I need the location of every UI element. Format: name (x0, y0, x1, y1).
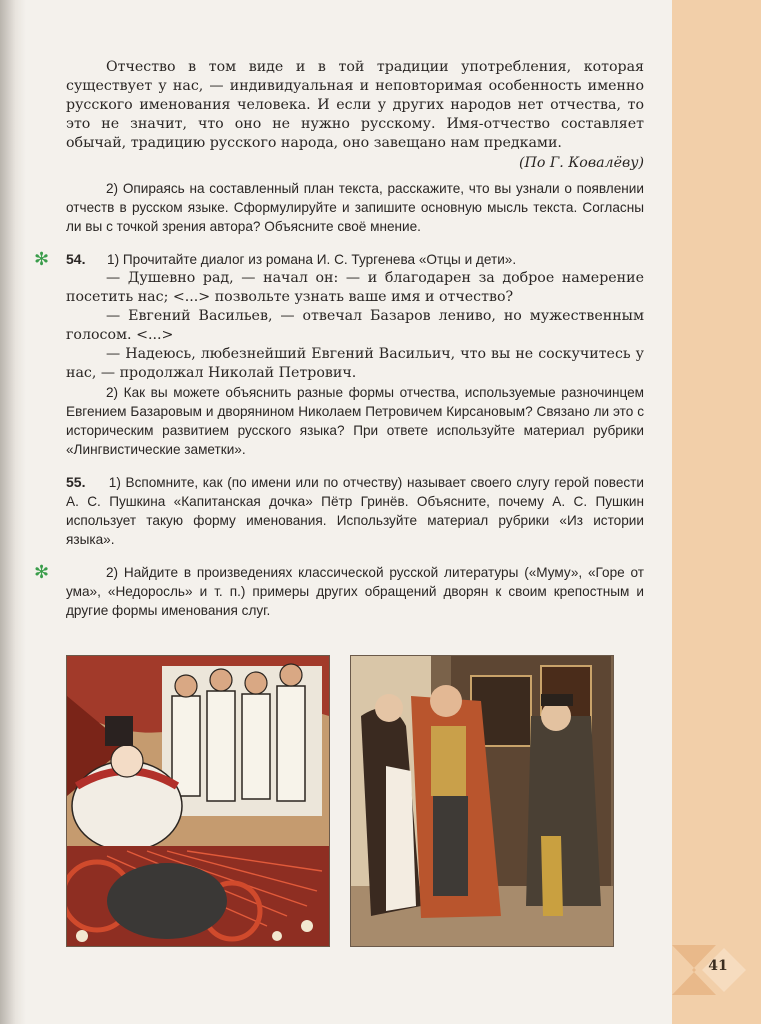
dialog-line: — Евгений Васильев, — отвечал Базаров лениво, но мужественным голосом. <...> (66, 308, 644, 343)
illustration-right (350, 655, 614, 947)
task-text-top: 2) Опираясь на составленный план текста, расскажите, что вы узнали о появлении отчеств в русском языке. Сформулируйте и запишите основную мысль текста. Согласны ли вы с точкой зрения автора? Объясните своё мнение. (66, 181, 644, 234)
exercise-task: 2) Найдите в произведениях классической русской литературы («Муму», «Горе от ума», «Недоросль» и т. п.) примеры других обращений дворян к своим крепостным и другие формы именования слуг. (66, 565, 644, 618)
exercise-task: 1) Прочитайте диалог из романа И. С. Тургенева «Отцы и дети». (107, 252, 517, 267)
illustration-left (66, 655, 330, 947)
exercise-task: 1) Вспомните, как (по имени или по отчеству) называет своего слугу герой повести А. С. Пушкина «Капитанская дочка» Пётр Гринёв. Объясните, почему А. С. Пушкин использует такую форму именования. Используйте материал рубрики «Из истории языка». (66, 475, 644, 547)
illustrations (66, 655, 612, 946)
exercise-number: 54. (66, 251, 86, 267)
quoted-paragraph: Отчество в том виде и в той традиции употребления, которая существует у нас, — индивидуальная и неповторимая особенность именно русского именования человека. И если у других народов нет отчества, то это не значит, что оно не нужно русскому. Имя-отчество составляет обычай, традицию русского народа, оно завещано нам предками. (66, 59, 644, 151)
page-number: 41 (708, 958, 728, 974)
exercise-task: 2) Как вы можете объяснить разные формы отчества, используемые разночинцем Евгением Базаровым и дворянином Николаем Петровичем Кирсановым? Связано ли это с историческим развитием русского языка? При ответе используйте материал рубрики «Лингвистические заметки». (66, 385, 644, 457)
spine-shadow (0, 0, 26, 1024)
exercise-54 (34, 249, 644, 459)
dialog-line: — Душевно рад, — начал он: — и благодарен за доброе намерение посетить нас; <...> позвольте узнать ваше имя и отчество? (66, 270, 644, 305)
exercise-number: 55. (66, 474, 86, 490)
margin-band (672, 0, 761, 1024)
source-signature: (По Г. Ковалёву) (518, 155, 644, 171)
dialog-line: — Надеюсь, любезнейший Евгений Васильич, что вы не соскучитесь у нас, — продолжал Николай Петрович. (66, 346, 644, 381)
main-content (34, 58, 644, 620)
star-icon: ✻ (34, 562, 50, 583)
star-icon: ✻ (34, 249, 50, 270)
exercise-55 (34, 473, 644, 620)
